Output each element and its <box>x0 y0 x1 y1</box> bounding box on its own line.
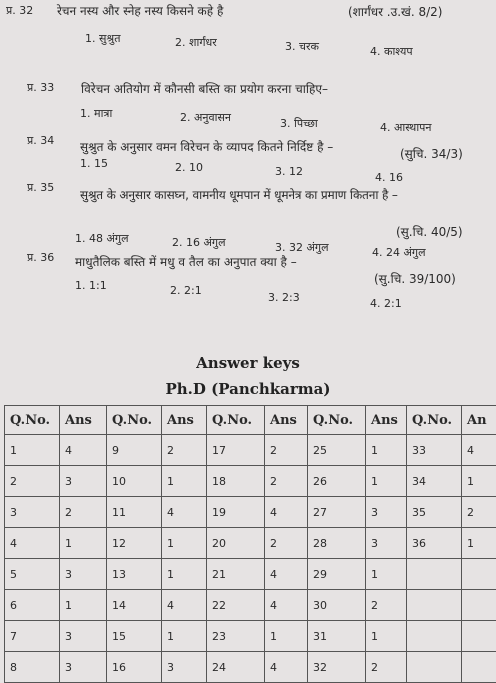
question-number-cell: 33 <box>407 435 462 466</box>
question-text: रेचन नस्य और स्नेह नस्य किसने कहे है <box>57 2 223 19</box>
option-4: 4. 2:1 <box>370 297 402 310</box>
answer-cell: 1 <box>162 621 207 652</box>
question-number-cell: 29 <box>308 559 366 590</box>
option-3: 3. 12 <box>275 165 303 178</box>
column-header-qno: Q.No. <box>207 406 265 435</box>
column-header-qno: Q.No. <box>5 406 60 435</box>
answer-cell: 3 <box>60 652 107 683</box>
question-reference: (सु.चि. 40/5) <box>396 223 463 240</box>
answer-key-body <box>5 435 496 683</box>
option-4: 4. काश्यप <box>370 44 413 59</box>
question-number-cell <box>407 559 462 590</box>
answer-cell: 2 <box>462 497 496 528</box>
answer-cell: 2 <box>265 466 308 497</box>
question-number-cell: 16 <box>107 652 162 683</box>
question-number-cell: 5 <box>5 559 60 590</box>
table-row <box>5 435 496 466</box>
answer-keys-subtitle: Ph.D (Panchkarma) <box>0 380 496 398</box>
answer-cell: 2 <box>265 528 308 559</box>
question-number-cell: 11 <box>107 497 162 528</box>
answer-cell: 4 <box>162 497 207 528</box>
option-1: 1. 1:1 <box>75 279 107 292</box>
question-number-cell: 35 <box>407 497 462 528</box>
question-number-cell: 12 <box>107 528 162 559</box>
answer-cell: 1 <box>265 621 308 652</box>
question-number-cell: 31 <box>308 621 366 652</box>
column-header-ans: Ans <box>366 406 407 435</box>
answer-cell: 1 <box>462 528 496 559</box>
answer-cell: 3 <box>162 652 207 683</box>
question-number-cell: 26 <box>308 466 366 497</box>
answer-cell: 4 <box>462 435 496 466</box>
answer-cell: 1 <box>366 435 407 466</box>
question-number-cell: 13 <box>107 559 162 590</box>
option-4: 4. 24 अंगुल <box>372 245 426 260</box>
question-number-cell <box>407 621 462 652</box>
answer-cell: 4 <box>162 590 207 621</box>
question-number-cell: 14 <box>107 590 162 621</box>
answer-cell: 1 <box>60 528 107 559</box>
question-number-cell: 15 <box>107 621 162 652</box>
option-1: 1. सुश्रुत <box>85 31 121 46</box>
answer-cell: 1 <box>60 590 107 621</box>
answer-cell: 2 <box>366 652 407 683</box>
answer-cell: 1 <box>366 621 407 652</box>
table-row <box>5 497 496 528</box>
option-2: 2. 2:1 <box>170 284 202 297</box>
question-number-cell: 30 <box>308 590 366 621</box>
question-number-cell: 19 <box>207 497 265 528</box>
answer-cell <box>462 652 496 683</box>
question-number-cell: 25 <box>308 435 366 466</box>
question-number-cell: 8 <box>5 652 60 683</box>
question-number-cell: 17 <box>207 435 265 466</box>
column-header-qno: Q.No. <box>407 406 462 435</box>
answer-cell: 4 <box>265 497 308 528</box>
answer-cell: 3 <box>60 559 107 590</box>
option-3: 3. पिच्छा <box>280 116 318 131</box>
question-reference: (शार्गंधर .उ.खं. 8/2) <box>348 3 442 20</box>
option-4: 4. 16 <box>375 171 403 184</box>
question-number-cell: 1 <box>5 435 60 466</box>
option-3: 3. 32 अंगुल <box>275 240 329 255</box>
question-text: सुश्रुत के अनुसार कासघ्न, वामनीय धूमपान में धूमनेत्र का प्रमाण कितना है – <box>80 186 398 203</box>
column-header-qno: Q.No. <box>308 406 366 435</box>
option-3: 3. 2:3 <box>268 291 300 304</box>
table-row <box>5 652 496 683</box>
option-4: 4. आस्थापन <box>380 120 432 135</box>
question-number-cell: 32 <box>308 652 366 683</box>
question-number-cell: 7 <box>5 621 60 652</box>
answer-cell <box>462 621 496 652</box>
question-number-cell <box>407 652 462 683</box>
question-number-cell: 3 <box>5 497 60 528</box>
question-number-cell: 22 <box>207 590 265 621</box>
question-number-cell: 6 <box>5 590 60 621</box>
question-number: प्र. 32 <box>6 3 33 18</box>
option-2: 2. 10 <box>175 161 203 174</box>
question-number-cell: 36 <box>407 528 462 559</box>
question-number-cell: 2 <box>5 466 60 497</box>
question-reference: (सुचि. 34/3) <box>400 145 463 162</box>
column-header-ans: An <box>462 406 496 435</box>
question-reference: (सु.चि. 39/100) <box>374 270 456 287</box>
question-number-cell: 18 <box>207 466 265 497</box>
option-3: 3. चरक <box>285 39 319 54</box>
question-number-cell <box>407 590 462 621</box>
answer-cell: 1 <box>162 466 207 497</box>
question-number-cell: 27 <box>308 497 366 528</box>
answer-key-table <box>4 405 496 683</box>
question-text: सुश्रुत के अनुसार वमन विरेचन के व्यापद कितने निर्दिष्ट है – <box>80 138 333 155</box>
answer-cell: 1 <box>462 466 496 497</box>
column-header-qno: Q.No. <box>107 406 162 435</box>
question-number: प्र. 35 <box>27 180 54 195</box>
answer-cell: 2 <box>366 590 407 621</box>
option-2: 2. 16 अंगुल <box>172 235 226 250</box>
question-number-cell: 10 <box>107 466 162 497</box>
question-number-cell: 4 <box>5 528 60 559</box>
option-1: 1. मात्रा <box>80 106 112 121</box>
option-1: 1. 48 अंगुल <box>75 231 129 246</box>
question-number: प्र. 34 <box>27 133 54 148</box>
table-header-row <box>5 406 496 435</box>
answer-cell: 2 <box>162 435 207 466</box>
answer-cell: 1 <box>162 559 207 590</box>
answer-cell: 4 <box>60 435 107 466</box>
answer-cell: 3 <box>60 621 107 652</box>
table-row <box>5 528 496 559</box>
option-1: 1. 15 <box>80 157 108 170</box>
answer-cell: 3 <box>60 466 107 497</box>
question-number-cell: 20 <box>207 528 265 559</box>
option-2: 2. अनुवासन <box>180 110 231 125</box>
column-header-ans: Ans <box>265 406 308 435</box>
question-number-cell: 9 <box>107 435 162 466</box>
table-row <box>5 559 496 590</box>
question-number-cell: 28 <box>308 528 366 559</box>
question-number-cell: 23 <box>207 621 265 652</box>
table-row <box>5 621 496 652</box>
question-number-cell: 21 <box>207 559 265 590</box>
answer-cell: 2 <box>60 497 107 528</box>
answer-cell: 4 <box>265 590 308 621</box>
answer-cell: 1 <box>366 559 407 590</box>
answer-cell: 3 <box>366 528 407 559</box>
table-row <box>5 590 496 621</box>
answer-keys-title: Answer keys <box>0 354 496 372</box>
answer-cell: 1 <box>366 466 407 497</box>
option-2: 2. शार्गंधर <box>175 35 217 50</box>
column-header-ans: Ans <box>60 406 107 435</box>
question-number: प्र. 36 <box>27 250 54 265</box>
answer-cell <box>462 559 496 590</box>
answer-cell: 3 <box>366 497 407 528</box>
answer-cell: 2 <box>265 435 308 466</box>
table-row <box>5 466 496 497</box>
question-number-cell: 34 <box>407 466 462 497</box>
question-text: माधुतैलिक बस्ति में मधु व तैल का अनुपात क्या है – <box>75 253 297 270</box>
question-number-cell: 24 <box>207 652 265 683</box>
answer-cell: 4 <box>265 559 308 590</box>
column-header-ans: Ans <box>162 406 207 435</box>
answer-cell: 4 <box>265 652 308 683</box>
answer-cell <box>462 590 496 621</box>
question-number: प्र. 33 <box>27 80 54 95</box>
question-text: विरेचन अतियोग में कौनसी बस्ति का प्रयोग करना चाहिए– <box>81 80 328 97</box>
answer-cell: 1 <box>162 528 207 559</box>
